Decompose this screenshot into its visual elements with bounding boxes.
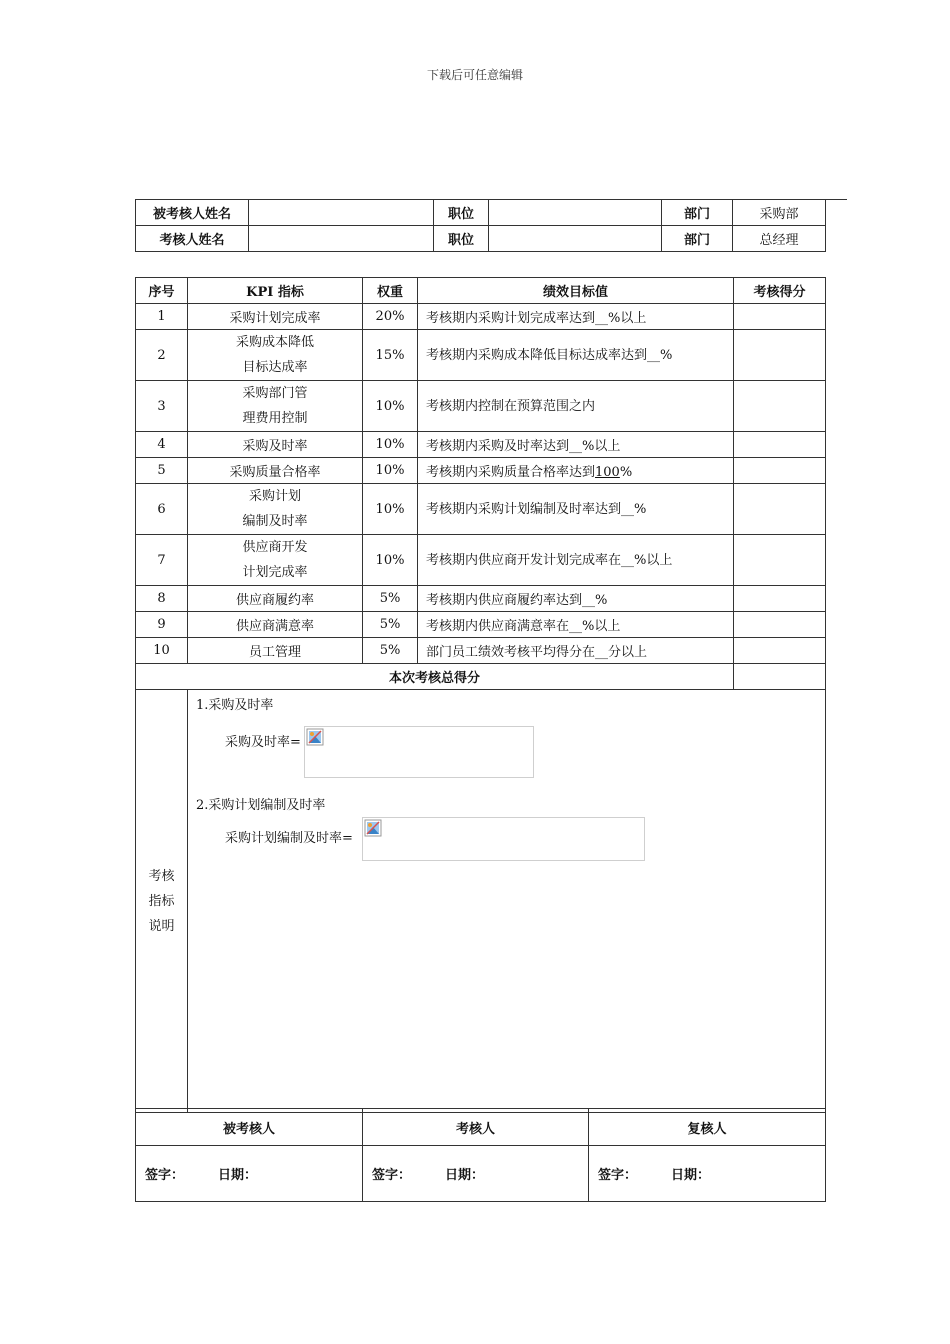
kpi-name-line1: 采购计划: [248, 489, 301, 504]
row-weight: 5%: [363, 638, 418, 664]
row-kpi-name: [188, 484, 363, 535]
assessee-dept-value: 采购部: [733, 200, 826, 226]
notes-label: [136, 690, 188, 1113]
sign-label: 签字：: [145, 1168, 185, 1183]
signature-table: [135, 1108, 826, 1202]
date-label: 日期：: [218, 1168, 258, 1183]
info-row-assessor: [136, 226, 826, 252]
row-score-field[interactable]: [734, 381, 826, 432]
row-weight: 10%: [363, 458, 418, 484]
row-score-field[interactable]: [734, 638, 826, 664]
note-item2-title: 2.采购计划编制及时率: [196, 798, 326, 813]
goal-underlined-value: 100: [595, 465, 620, 480]
row-goal: 考核期内采购及时率达到__%以上: [418, 432, 734, 458]
info-row-assessee: [136, 200, 826, 226]
assessee-position-field[interactable]: [489, 200, 662, 226]
kpi-name-line1: 供应商开发: [242, 540, 308, 555]
row-kpi-name: 员工管理: [188, 638, 363, 664]
kpi-name-line2: 理费用控制: [242, 411, 308, 426]
row-score-field[interactable]: [734, 612, 826, 638]
row-goal: 考核期内供应商履约率达到__%: [418, 586, 734, 612]
goal-text: 考核期内采购质量合格率达到: [426, 465, 596, 480]
notes-row: [136, 690, 826, 1113]
table-row: [136, 484, 826, 535]
goal-unit: %: [619, 465, 633, 480]
row-no: 1: [136, 304, 188, 330]
assessor-signature-field[interactable]: [363, 1146, 589, 1202]
formula-image-1: [304, 726, 534, 778]
row-score-field[interactable]: [734, 535, 826, 586]
row-kpi-name: 供应商履约率: [188, 586, 363, 612]
row-weight: 10%: [363, 535, 418, 586]
table-row: [136, 535, 826, 586]
table-row: [136, 304, 826, 330]
row-score-field[interactable]: [734, 304, 826, 330]
kpi-name-line2: 计划完成率: [242, 565, 308, 580]
kpi-header-row: [136, 278, 826, 304]
row-score-field[interactable]: [734, 458, 826, 484]
row-score-field[interactable]: [734, 330, 826, 381]
row-weight: 10%: [363, 484, 418, 535]
broken-image-icon: [306, 728, 324, 746]
notes-label-line2: 指标: [148, 893, 175, 909]
header-no: 序号: [136, 278, 188, 304]
assessee-name-field[interactable]: [249, 200, 434, 226]
total-score-label: 本次考核总得分: [136, 664, 734, 690]
row-weight: 5%: [363, 586, 418, 612]
assessee-name-label: 被考核人姓名: [136, 200, 249, 226]
table-rule-extension: [825, 199, 847, 200]
signature-header-row: [136, 1109, 826, 1146]
row-kpi-name: 采购及时率: [188, 432, 363, 458]
row-goal: 考核期内供应商满意率在__%以上: [418, 612, 734, 638]
assessee-signature-field[interactable]: [136, 1146, 363, 1202]
row-kpi-name: [188, 381, 363, 432]
kpi-name-line1: 采购部门管: [242, 386, 308, 401]
row-score-field[interactable]: [734, 586, 826, 612]
row-no: 5: [136, 458, 188, 484]
row-no: 7: [136, 535, 188, 586]
row-weight: 20%: [363, 304, 418, 330]
assessor-header: 考核人: [363, 1109, 589, 1146]
note-item1-title: 1.采购及时率: [196, 698, 274, 713]
table-row: [136, 432, 826, 458]
row-weight: 10%: [363, 381, 418, 432]
assessor-name-field[interactable]: [249, 226, 434, 252]
sign-label: 签字：: [598, 1168, 638, 1183]
notes-content: [188, 690, 826, 1113]
row-no: 4: [136, 432, 188, 458]
row-kpi-name: 采购质量合格率: [188, 458, 363, 484]
assessor-dept-label: 部门: [662, 226, 733, 252]
formula-image-2: [362, 817, 645, 861]
kpi-name-line2: 编制及时率: [242, 514, 308, 529]
header-goal: 绩效目标值: [418, 278, 734, 304]
note-item2-formula: 采购计划编制及时率=: [225, 831, 353, 846]
row-kpi-name: [188, 535, 363, 586]
kpi-table: [135, 277, 826, 1113]
row-goal: 考核期内采购成本降低目标达成率达到__%: [418, 330, 734, 381]
assessor-position-label: 职位: [434, 226, 489, 252]
date-label: 日期：: [445, 1168, 485, 1183]
note-item1-formula: 采购及时率=: [225, 735, 301, 750]
row-goal: 考核期内采购计划完成率达到__%以上: [418, 304, 734, 330]
notes-label-line3: 说明: [148, 918, 175, 934]
row-goal: 考核期内供应商开发计划完成率在__%以上: [418, 535, 734, 586]
row-score-field[interactable]: [734, 484, 826, 535]
row-no: 10: [136, 638, 188, 664]
row-kpi-name: 采购计划完成率: [188, 304, 363, 330]
row-score-field[interactable]: [734, 432, 826, 458]
row-no: 6: [136, 484, 188, 535]
table-row: [136, 638, 826, 664]
row-weight: 15%: [363, 330, 418, 381]
row-no: 2: [136, 330, 188, 381]
date-label: 日期：: [671, 1168, 711, 1183]
assessee-header: 被考核人: [136, 1109, 363, 1146]
row-goal: 部门员工绩效考核平均得分在__分以上: [418, 638, 734, 664]
header-kpi: KPI 指标: [188, 278, 363, 304]
row-no: 3: [136, 381, 188, 432]
header-score: 考核得分: [734, 278, 826, 304]
reviewer-signature-field[interactable]: [589, 1146, 826, 1202]
notes-label-line1: 考核: [148, 868, 175, 884]
row-goal: 考核期内控制在预算范围之内: [418, 381, 734, 432]
row-weight: 10%: [363, 432, 418, 458]
assessor-position-field[interactable]: [489, 226, 662, 252]
row-goal: 考核期内采购计划编制及时率达到__%: [418, 484, 734, 535]
row-kpi-name: 供应商满意率: [188, 612, 363, 638]
table-row: [136, 586, 826, 612]
assessor-dept-value: 总经理: [733, 226, 826, 252]
signature-row: [136, 1146, 826, 1202]
total-row: [136, 664, 826, 690]
broken-image-icon: [364, 819, 382, 837]
row-kpi-name: [188, 330, 363, 381]
total-score-field[interactable]: [734, 664, 826, 690]
assessee-position-label: 职位: [434, 200, 489, 226]
table-row: [136, 330, 826, 381]
header-note: 下载后可任意编辑: [426, 68, 523, 82]
kpi-name-line1: 采购成本降低: [235, 335, 314, 350]
row-no: 9: [136, 612, 188, 638]
table-row: [136, 381, 826, 432]
assessor-name-label: 考核人姓名: [136, 226, 249, 252]
row-weight: 5%: [363, 612, 418, 638]
row-no: 8: [136, 586, 188, 612]
table-row: [136, 612, 826, 638]
sign-label: 签字：: [372, 1168, 412, 1183]
assessee-dept-label: 部门: [662, 200, 733, 226]
reviewer-header: 复核人: [589, 1109, 826, 1146]
info-table: [135, 199, 826, 252]
table-row: [136, 458, 826, 484]
row-goal: [418, 458, 734, 484]
header-weight: 权重: [363, 278, 418, 304]
kpi-name-line2: 目标达成率: [242, 360, 308, 375]
